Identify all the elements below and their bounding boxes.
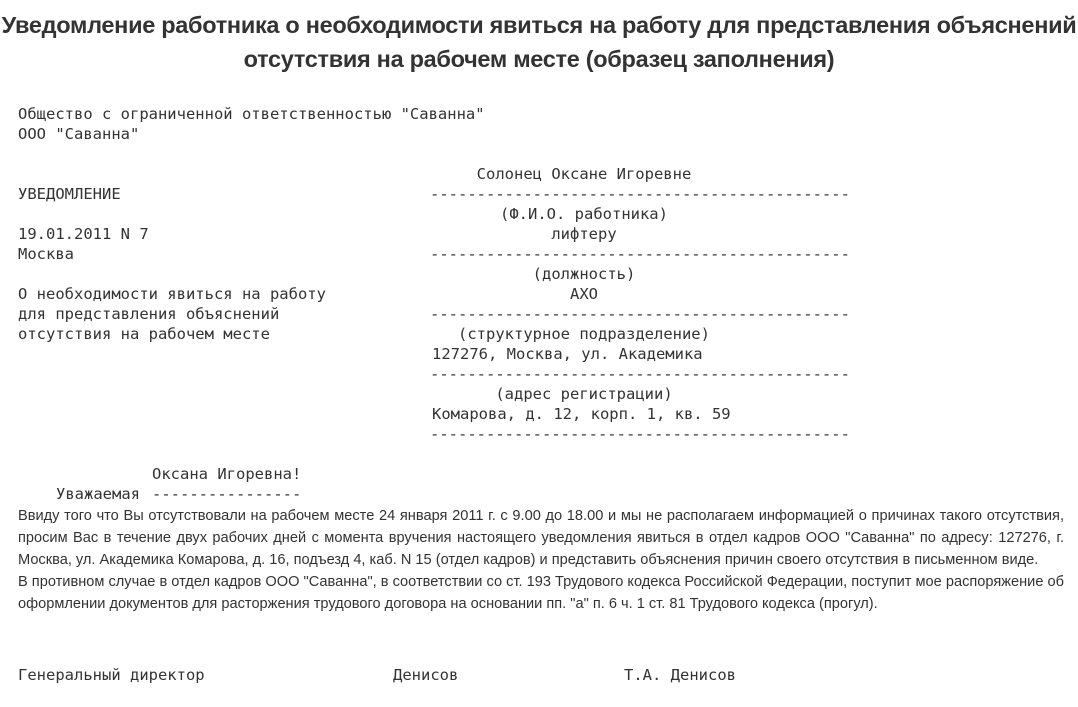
recipient-department-caption: (структурное подразделение) <box>458 325 710 343</box>
recipient-name: Солонец Оксане Игоревне <box>476 165 692 183</box>
recipient-address-line-1: 127276, Москва, ул. Академика <box>432 345 703 363</box>
recipient-name-underline: --------------------------------------------- <box>430 185 850 203</box>
title-line-1: Уведомление работника о необходимости явиться на работу для представления объяснений <box>1 12 1077 38</box>
recipient-address-underline-1: --------------------------------------------- <box>430 365 850 383</box>
recipient-address-caption: (адрес регистрации) <box>495 385 673 403</box>
recipient-address-underline-2: --------------------------------------------- <box>430 425 850 443</box>
recipient-name-caption: (Ф.И.О. работника) <box>500 205 668 223</box>
title-line-2: отсутствия на рабочем месте (образец заполнения) <box>243 46 835 72</box>
greeting-name: Оксана Игоревна! <box>152 465 302 483</box>
notice-subject-line-2: для представления объяснений <box>18 305 280 323</box>
page-title <box>0 8 1078 76</box>
notice-subject-line-1: О необходимости явиться на работу <box>18 285 326 303</box>
recipient-address-line-2: Комарова, д. 12, корп. 1, кв. 59 <box>432 405 731 423</box>
recipient-department: АХО <box>570 285 598 303</box>
recipient-position: лифтеру <box>551 225 617 243</box>
company-short-name: ООО "Саванна" <box>18 125 140 143</box>
recipient-position-caption: (должность) <box>532 265 636 283</box>
recipient-position-underline: --------------------------------------------- <box>430 245 850 263</box>
signature-handwritten: Денисов <box>393 666 459 684</box>
company-full-name: Общество с ограниченной ответственностью "Саванна" <box>18 105 485 123</box>
notice-subject-line-3: отсутствия на рабочем месте <box>18 325 270 343</box>
notice-body <box>18 505 1064 615</box>
signature-position: Генеральный директор <box>18 666 205 684</box>
notice-date-number: 19.01.2011 N 7 <box>18 225 149 243</box>
recipient-department-underline: --------------------------------------------- <box>430 305 850 323</box>
signature-full-name: Т.А. Денисов <box>624 666 736 684</box>
greeting-prefix: Уважаемая <box>56 485 140 503</box>
body-paragraph-1: Ввиду того что Вы отсутствовали на рабочем месте 24 января 2011 г. с 9.00 до 18.00 и мы не располагаем информацией о причинах такого отсутствия, просим Вас в течение двух рабочих дней с момента вручения настоящего уведомления явиться в отдел кадров ООО "Саванна" по адресу: 127276, г. Москва, ул. Академика Комарова, д. 16, подъезд 4, каб. N 15 (отдел кадров) и представить объяснения причин своего отсутствия в письменном виде. <box>18 508 1064 568</box>
body-paragraph-2: В противном случае в отдел кадров ООО "Саванна", в соответствии со ст. 193 Трудового кодекса Российской Федерации, поступит мое распоряжение об оформлении документов для расторжения трудового договора на основании пп. "а" п. 6 ч. 1 ст. 81 Трудового кодекса (прогул). <box>18 574 1064 612</box>
notice-heading: УВЕДОМЛЕНИЕ <box>18 185 121 203</box>
greeting-underline: ---------------- <box>152 485 302 503</box>
notice-city: Москва <box>18 245 74 263</box>
